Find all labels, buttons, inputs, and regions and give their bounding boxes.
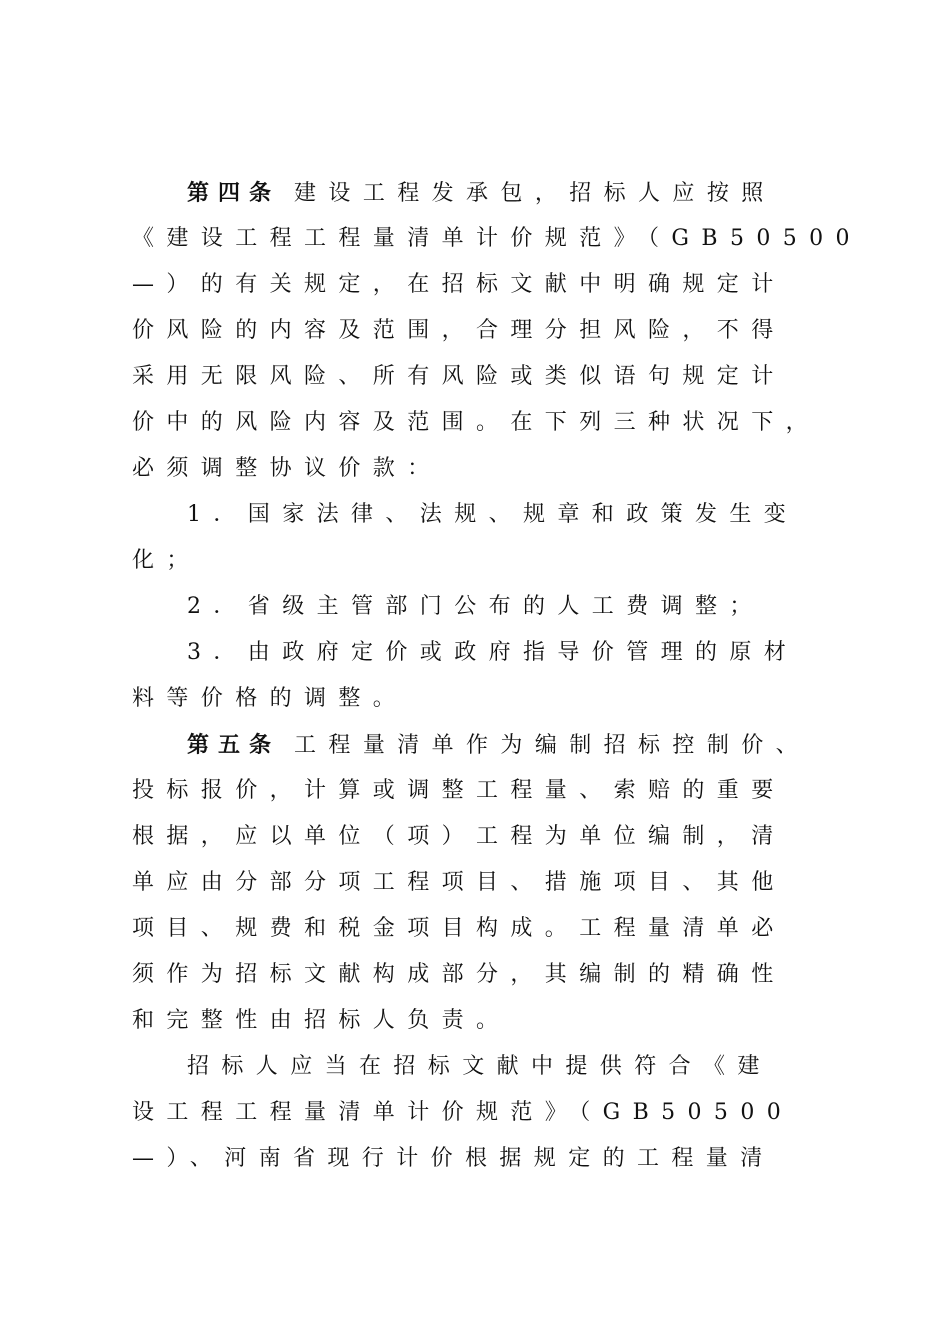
article5-heading: 第五条 — [187, 732, 281, 758]
article4-line: 采用无限风险、所有风险或类似语句规定计 — [132, 364, 786, 389]
article5-line: 根据，应以单位（项）工程为单位编制，清 — [132, 824, 786, 849]
list-item-1: 1．国家法律、法规、规章和政策发生变 — [187, 502, 799, 527]
article4-line: 价风险的内容及范围，合理分担风险，不得 — [132, 318, 786, 343]
article4-line: 价中的风险内容及范围。在下列三种状况下， — [132, 410, 821, 435]
article4-first-line — [187, 176, 776, 210]
article5-line: 须作为招标文献构成部分，其编制的精确性 — [132, 962, 786, 987]
article4-line: 建设工程发承包，招标人应按照 — [294, 181, 776, 206]
article5-line: 项目、规费和税金项目构成。工程量清单必 — [132, 916, 786, 941]
article4-heading: 第四条 — [187, 180, 281, 206]
article4-line: —）的有关规定，在招标文献中明确规定计 — [132, 272, 786, 297]
article4-line: 《建设工程工程量清单计价规范》（GB50500 — [132, 226, 862, 251]
article5-first-line — [187, 728, 810, 762]
paragraph-line: 设工程工程量清单计价规范》（GB50500 — [132, 1100, 794, 1125]
article5-line: 工程量清单作为编制招标控制价、 — [294, 733, 811, 758]
list-item-2: 2．省级主管部门公布的人工费调整； — [187, 594, 764, 619]
article5-line: 和完整性由招标人负责。 — [132, 1008, 511, 1033]
paragraph-line: 招标人应当在招标文献中提供符合《建 — [187, 1054, 772, 1079]
article5-line: 投标报价，计算或调整工程量、索赔的重要 — [132, 778, 786, 803]
article5-line: 单应由分部分项工程项目、措施项目、其他 — [132, 870, 786, 895]
list-item-1-continuation: 化； — [132, 548, 201, 573]
list-item-3-continuation: 料等价格的调整。 — [132, 686, 408, 711]
list-item-3: 3．由政府定价或政府指导价管理的原材 — [187, 640, 799, 665]
paragraph-line: —）、河南省现行计价根据规定的工程量清 — [132, 1146, 775, 1171]
article4-line: 必须调整协议价款： — [132, 456, 442, 481]
